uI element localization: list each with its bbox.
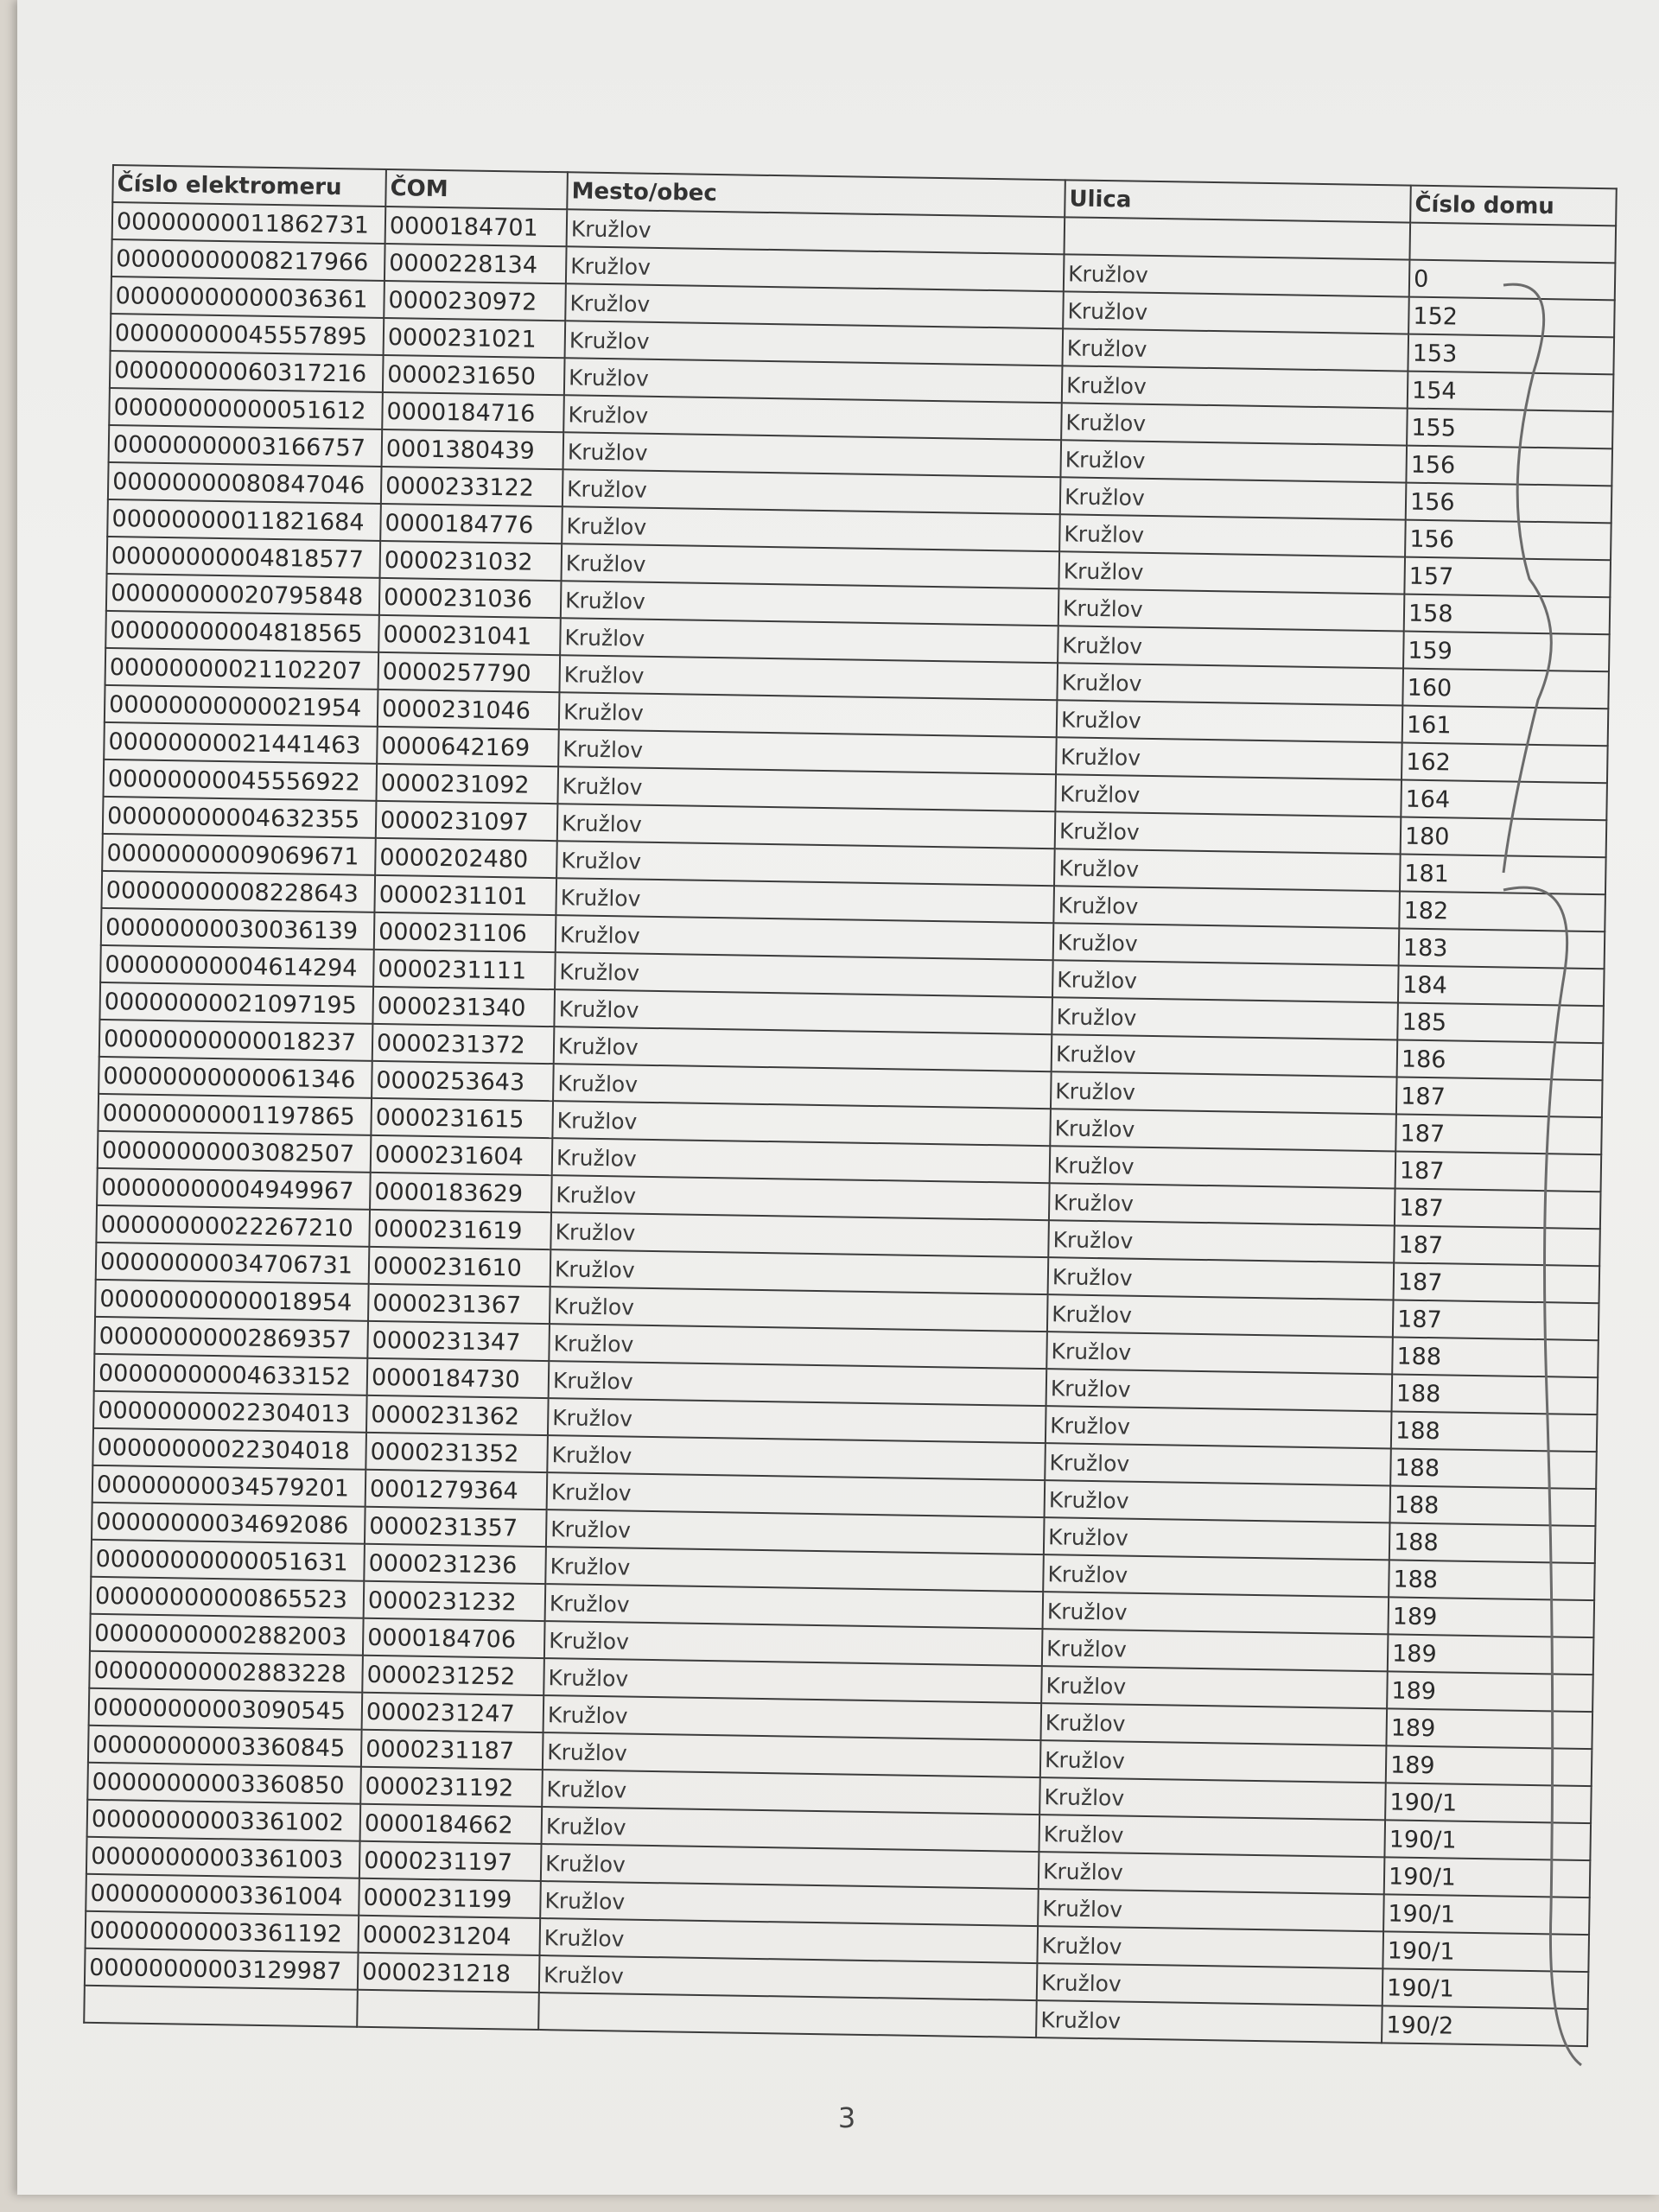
city-cell: Kružlov (544, 1621, 1043, 1666)
com-cell: 0000231619 (369, 1210, 551, 1249)
street-cell: Kružlov (1040, 1740, 1387, 1783)
street-cell: Kružlov (1050, 1109, 1396, 1151)
meter-number-cell: 00000000003129987 (85, 1948, 359, 1990)
city-cell (538, 1993, 1037, 2037)
city-cell: Kružlov (561, 543, 1059, 588)
meter-number-cell: 00000000080847046 (108, 462, 382, 504)
com-cell: 0000231032 (380, 541, 563, 581)
city-cell: Kružlov (549, 1324, 1047, 1369)
city-cell: Kružlov (566, 246, 1065, 291)
com-cell: 0000231372 (372, 1024, 555, 1064)
city-cell: Kružlov (547, 1472, 1046, 1517)
house-number-cell: 188 (1389, 1485, 1596, 1526)
street-cell: Kružlov (1058, 551, 1405, 594)
com-cell: 0000231097 (376, 801, 558, 841)
meter-number-cell: 00000000001197865 (98, 1094, 372, 1135)
house-number-cell: 180 (1401, 817, 1607, 858)
com-cell: 0000231204 (359, 1916, 541, 1955)
house-number-cell: 190/1 (1384, 1820, 1591, 1860)
house-number-cell: 189 (1387, 1671, 1593, 1712)
city-cell: Kružlov (542, 1807, 1040, 1852)
com-cell: 0000231021 (384, 318, 566, 358)
meter-number-cell: 00000000004614294 (100, 945, 374, 987)
meter-number-cell: 00000000002882003 (90, 1614, 364, 1656)
city-cell: Kružlov (541, 1844, 1039, 1889)
com-cell: 0000231232 (364, 1581, 546, 1621)
house-number-cell: 181 (1400, 855, 1606, 895)
house-number-cell: 188 (1390, 1448, 1597, 1489)
house-number-cell: 183 (1399, 929, 1605, 969)
meter-number-cell: 00000000011821684 (107, 499, 381, 541)
meter-number-cell: 00000000004949967 (97, 1168, 371, 1210)
meter-number-cell: 00000000022304018 (92, 1428, 366, 1470)
city-cell: Kružlov (563, 469, 1061, 514)
city-cell: Kružlov (554, 989, 1052, 1034)
house-number-cell: 189 (1388, 1597, 1594, 1637)
street-cell: Kružlov (1056, 737, 1402, 779)
city-cell: Kružlov (550, 1212, 1049, 1257)
street-cell: Kružlov (1064, 254, 1410, 296)
house-number-cell: 187 (1394, 1225, 1600, 1266)
com-cell: 0000231340 (372, 987, 555, 1027)
street-cell: Kružlov (1048, 1257, 1395, 1300)
com-cell: 0000230972 (384, 281, 566, 321)
street-cell: Kružlov (1040, 1703, 1387, 1745)
meter-number-cell: 00000000060317216 (110, 351, 384, 392)
street-cell: Kružlov (1048, 1220, 1395, 1262)
street-cell: Kružlov (1049, 1183, 1395, 1225)
street-cell: Kružlov (1052, 1034, 1398, 1077)
house-number-cell: 188 (1389, 1522, 1596, 1563)
com-cell: 0000642169 (377, 727, 559, 766)
street-cell: Kružlov (1060, 477, 1407, 519)
com-cell: 0000231192 (360, 1767, 543, 1807)
house-number-cell: 153 (1408, 334, 1614, 375)
house-number-cell: 187 (1393, 1300, 1599, 1340)
street-cell: Kružlov (1055, 774, 1402, 817)
street-cell: Kružlov (1062, 365, 1408, 408)
meter-number-cell: 00000000003166757 (109, 425, 383, 467)
house-number-cell: 156 (1406, 446, 1612, 486)
com-cell: 0000231092 (376, 764, 558, 804)
meter-number-cell: 00000000004633152 (94, 1354, 368, 1395)
meter-number-cell: 00000000020795848 (106, 574, 380, 615)
city-cell: Kružlov (560, 618, 1058, 663)
meter-number-cell: 00000000045556922 (104, 760, 378, 801)
com-cell: 0000231604 (371, 1135, 553, 1175)
city-cell: Kružlov (550, 1287, 1048, 1332)
header-house-number: Číslo domu (1410, 186, 1617, 226)
city-cell: Kružlov (552, 1138, 1051, 1183)
meter-number-cell: 00000000000018954 (95, 1280, 369, 1321)
com-cell: 0000231041 (378, 615, 561, 655)
com-cell: 0000231650 (383, 355, 565, 395)
meter-table (83, 164, 1618, 2047)
com-cell: 0000231199 (359, 1878, 541, 1918)
street-cell: Kružlov (1053, 923, 1400, 965)
city-cell: Kružlov (540, 1881, 1039, 1926)
header-street: Ulica (1065, 180, 1411, 222)
house-number-cell: 190/2 (1382, 2005, 1588, 2046)
meter-number-cell: 00000000004818577 (107, 537, 381, 578)
house-number-cell: 189 (1386, 1745, 1592, 1786)
meter-number-cell: 00000000003360850 (87, 1763, 361, 1804)
city-cell: Kružlov (551, 1175, 1050, 1220)
city-cell: Kružlov (539, 1918, 1038, 1963)
com-cell: 0000231111 (373, 950, 556, 989)
city-cell: Kružlov (558, 729, 1057, 774)
com-cell: 0000231197 (359, 1841, 542, 1881)
table-wrapper (83, 164, 1616, 2047)
street-cell: Kružlov (1046, 1406, 1392, 1448)
street-cell: Kružlov (1037, 1963, 1383, 2005)
com-cell: 0000231610 (369, 1247, 551, 1287)
com-cell: 0000231187 (361, 1730, 543, 1770)
meter-number-cell: 00000000021441463 (104, 722, 378, 764)
city-cell: Kružlov (559, 692, 1058, 737)
city-cell: Kružlov (557, 766, 1056, 811)
city-cell: Kružlov (542, 1770, 1040, 1815)
com-cell: 0000233122 (381, 467, 563, 506)
street-cell (1064, 217, 1410, 259)
house-number-cell: 187 (1394, 1262, 1600, 1303)
com-cell: 0000231236 (364, 1544, 546, 1584)
com-cell: 0000183629 (370, 1173, 552, 1212)
com-cell: 0000231615 (371, 1098, 553, 1138)
meter-number-cell: 00000000003361003 (86, 1837, 360, 1878)
city-cell: Kružlov (556, 878, 1054, 923)
house-number-cell: 188 (1391, 1411, 1598, 1452)
meter-number-cell: 00000000003360845 (88, 1726, 362, 1767)
city-cell: Kružlov (550, 1249, 1049, 1294)
house-number-cell: 190/1 (1385, 1783, 1592, 1823)
meter-number-cell: 00000000034706731 (96, 1243, 370, 1284)
house-number-cell: 156 (1406, 483, 1612, 524)
house-number-cell: 190/1 (1384, 1857, 1591, 1897)
city-cell: Kružlov (539, 1955, 1038, 2000)
meter-number-cell: 00000000004632355 (103, 797, 377, 838)
street-cell: Kružlov (1046, 1369, 1393, 1411)
meter-number-cell: 00000000008217966 (111, 239, 385, 281)
com-cell: 0000257790 (378, 652, 560, 692)
meter-number-cell: 00000000000061346 (99, 1057, 372, 1098)
meter-number-cell: 00000000011862731 (112, 202, 386, 244)
meter-number-cell (84, 1986, 358, 2027)
com-cell: 0000231357 (365, 1507, 547, 1547)
street-cell: Kružlov (1039, 1852, 1385, 1894)
meter-number-cell: 00000000002869357 (94, 1317, 368, 1358)
com-cell: 0000253643 (372, 1061, 554, 1101)
com-cell: 0000184716 (382, 392, 564, 432)
header-meter-number: Číslo elektromeru (112, 165, 386, 207)
house-number-cell: 156 (1405, 520, 1611, 561)
city-cell: Kružlov (546, 1510, 1045, 1554)
meter-number-cell: 00000000000865523 (91, 1577, 365, 1618)
city-cell: Kružlov (549, 1361, 1047, 1406)
street-cell: Kružlov (1042, 1629, 1389, 1671)
house-number-cell: 187 (1395, 1188, 1601, 1229)
com-cell: 0000231218 (358, 1953, 540, 1993)
com-cell: 0001380439 (382, 429, 564, 469)
meter-number-cell: 00000000000036361 (111, 276, 385, 318)
meter-number-cell: 00000000022267210 (96, 1205, 370, 1247)
table-body (84, 202, 1616, 2046)
com-cell: 0000184730 (367, 1358, 550, 1398)
city-cell: Kružlov (564, 358, 1063, 403)
com-cell: 0000231247 (362, 1693, 544, 1732)
street-cell: Kružlov (1047, 1294, 1394, 1337)
meter-number-cell: 00000000003361004 (86, 1874, 359, 1916)
house-number-cell: 164 (1401, 780, 1607, 821)
com-cell: 0000184776 (380, 504, 563, 543)
house-number-cell: 187 (1395, 1151, 1602, 1192)
meter-number-cell: 00000000034579201 (92, 1465, 366, 1507)
meter-number-cell: 00000000003361192 (86, 1911, 359, 1953)
house-number-cell (1409, 223, 1616, 264)
meter-number-cell: 00000000022304013 (93, 1391, 367, 1433)
street-cell: Kružlov (1057, 700, 1403, 742)
house-number-cell: 160 (1402, 669, 1609, 709)
city-cell: Kružlov (543, 1732, 1041, 1777)
street-cell: Kružlov (1036, 2000, 1382, 2043)
street-cell: Kružlov (1041, 1666, 1388, 1708)
city-cell: Kružlov (557, 804, 1056, 849)
house-number-cell: 189 (1388, 1634, 1594, 1675)
street-cell: Kružlov (1053, 886, 1400, 928)
street-cell: Kružlov (1046, 1332, 1393, 1374)
house-number-cell: 190/1 (1382, 1931, 1589, 1972)
house-number-cell: 184 (1398, 965, 1605, 1006)
header-com: ČOM (385, 169, 568, 209)
city-cell: Kružlov (545, 1584, 1044, 1629)
house-number-cell: 188 (1392, 1374, 1599, 1414)
city-cell: Kružlov (543, 1695, 1042, 1740)
street-cell: Kružlov (1060, 440, 1407, 482)
com-cell: 0000184662 (360, 1804, 543, 1844)
house-number-cell: 154 (1408, 372, 1614, 412)
house-number-cell: 158 (1404, 594, 1611, 635)
meter-number-cell: 00000000000051612 (109, 388, 383, 429)
com-cell: 0000231101 (374, 875, 556, 915)
city-cell: Kružlov (554, 1027, 1052, 1071)
city-cell: Kružlov (556, 841, 1055, 886)
meter-number-cell: 00000000003361002 (87, 1800, 361, 1841)
city-cell: Kružlov (552, 1101, 1051, 1146)
city-cell: Kružlov (565, 321, 1064, 365)
street-cell: Kružlov (1051, 1071, 1397, 1114)
meter-number-cell: 00000000000021954 (105, 685, 378, 727)
city-cell: Kružlov (555, 952, 1053, 997)
street-cell: Kružlov (1038, 1889, 1384, 1931)
meter-number-cell: 00000000021102207 (105, 648, 379, 690)
house-number-cell: 187 (1395, 1114, 1602, 1154)
city-cell: Kružlov (556, 915, 1054, 960)
city-cell: Kružlov (563, 395, 1062, 440)
city-cell: Kružlov (548, 1398, 1046, 1443)
house-number-cell: 189 (1386, 1708, 1592, 1749)
city-cell: Kružlov (562, 506, 1060, 551)
com-cell: 0000231252 (362, 1656, 544, 1695)
document-page (17, 0, 1659, 2195)
house-number-cell: 190/1 (1383, 1894, 1590, 1935)
house-number-cell: 188 (1389, 1560, 1595, 1600)
com-cell: 0000184701 (385, 207, 568, 246)
house-number-cell: 161 (1402, 706, 1609, 747)
street-cell: Kružlov (1052, 960, 1399, 1002)
street-cell: Kružlov (1063, 291, 1409, 334)
meter-number-cell: 00000000045557895 (111, 314, 385, 355)
house-number-cell: 185 (1397, 1002, 1604, 1043)
city-cell: Kružlov (543, 1658, 1042, 1703)
com-cell: 0000231106 (374, 912, 556, 952)
meter-number-cell: 00000000021097195 (99, 982, 373, 1024)
house-number-cell: 152 (1408, 297, 1615, 338)
meter-number-cell: 00000000002883228 (89, 1651, 363, 1693)
com-cell: 0000228134 (385, 244, 567, 283)
city-cell: Kružlov (545, 1547, 1044, 1592)
house-number-cell: 182 (1399, 892, 1605, 932)
meter-number-cell: 00000000004818565 (105, 611, 379, 652)
street-cell: Kružlov (1045, 1443, 1391, 1485)
house-number-cell: 159 (1403, 632, 1610, 672)
house-number-cell: 187 (1396, 1077, 1603, 1117)
house-number-cell: 162 (1402, 743, 1608, 784)
street-cell: Kružlov (1044, 1517, 1390, 1560)
com-cell: 0000231362 (366, 1395, 549, 1435)
street-cell: Kružlov (1045, 1480, 1391, 1522)
street-cell: Kružlov (1058, 588, 1405, 631)
com-cell: 0000231046 (378, 690, 560, 729)
meter-number-cell: 00000000003082507 (98, 1131, 372, 1173)
header-city: Mesto/obec (567, 172, 1065, 217)
city-cell: Kružlov (565, 283, 1064, 328)
com-cell: 0000202480 (375, 838, 557, 878)
com-cell: 0000231367 (368, 1284, 550, 1324)
com-cell: 0000231352 (365, 1433, 548, 1472)
house-number-cell: 190/1 (1382, 1968, 1589, 2009)
meter-number-cell: 00000000034692086 (92, 1503, 365, 1544)
page-number: 3 (837, 2101, 856, 2134)
com-cell: 0000231347 (367, 1321, 550, 1361)
street-cell: Kružlov (1037, 1926, 1383, 1968)
city-cell: Kružlov (547, 1435, 1046, 1480)
house-number-cell: 0 (1409, 260, 1616, 301)
meter-number-cell: 00000000000018237 (99, 1020, 373, 1061)
city-cell: Kružlov (561, 581, 1059, 626)
city-cell: Kružlov (563, 432, 1062, 477)
street-cell: Kružlov (1058, 626, 1404, 668)
street-cell: Kružlov (1043, 1554, 1389, 1597)
meter-number-cell: 00000000003090545 (89, 1688, 363, 1730)
meter-number-cell: 00000000000051631 (91, 1540, 365, 1581)
com-cell (357, 1990, 539, 2030)
meter-number-cell: 00000000009069671 (102, 834, 376, 875)
street-cell: Kružlov (1043, 1592, 1389, 1634)
house-number-cell: 157 (1404, 557, 1611, 598)
com-cell: 0001279364 (365, 1470, 548, 1510)
com-cell: 0000184706 (363, 1618, 545, 1658)
city-cell: Kružlov (567, 209, 1065, 254)
meter-number-cell: 00000000008228643 (101, 871, 375, 912)
house-number-cell: 188 (1392, 1337, 1599, 1377)
street-cell: Kružlov (1057, 663, 1403, 705)
city-cell: Kružlov (553, 1064, 1052, 1109)
city-cell: Kružlov (559, 655, 1058, 700)
meter-number-cell: 00000000030036139 (101, 908, 375, 950)
street-cell: Kružlov (1039, 1777, 1386, 1820)
street-cell: Kružlov (1050, 1146, 1396, 1188)
street-cell: Kružlov (1062, 328, 1408, 371)
street-cell: Kružlov (1054, 849, 1401, 891)
house-number-cell: 186 (1397, 1039, 1604, 1080)
street-cell: Kružlov (1059, 514, 1406, 556)
street-cell: Kružlov (1052, 997, 1398, 1039)
com-cell: 0000231036 (379, 578, 562, 618)
street-cell: Kružlov (1061, 403, 1408, 445)
street-cell: Kružlov (1039, 1815, 1385, 1857)
house-number-cell: 155 (1407, 409, 1613, 449)
street-cell: Kružlov (1055, 811, 1402, 854)
